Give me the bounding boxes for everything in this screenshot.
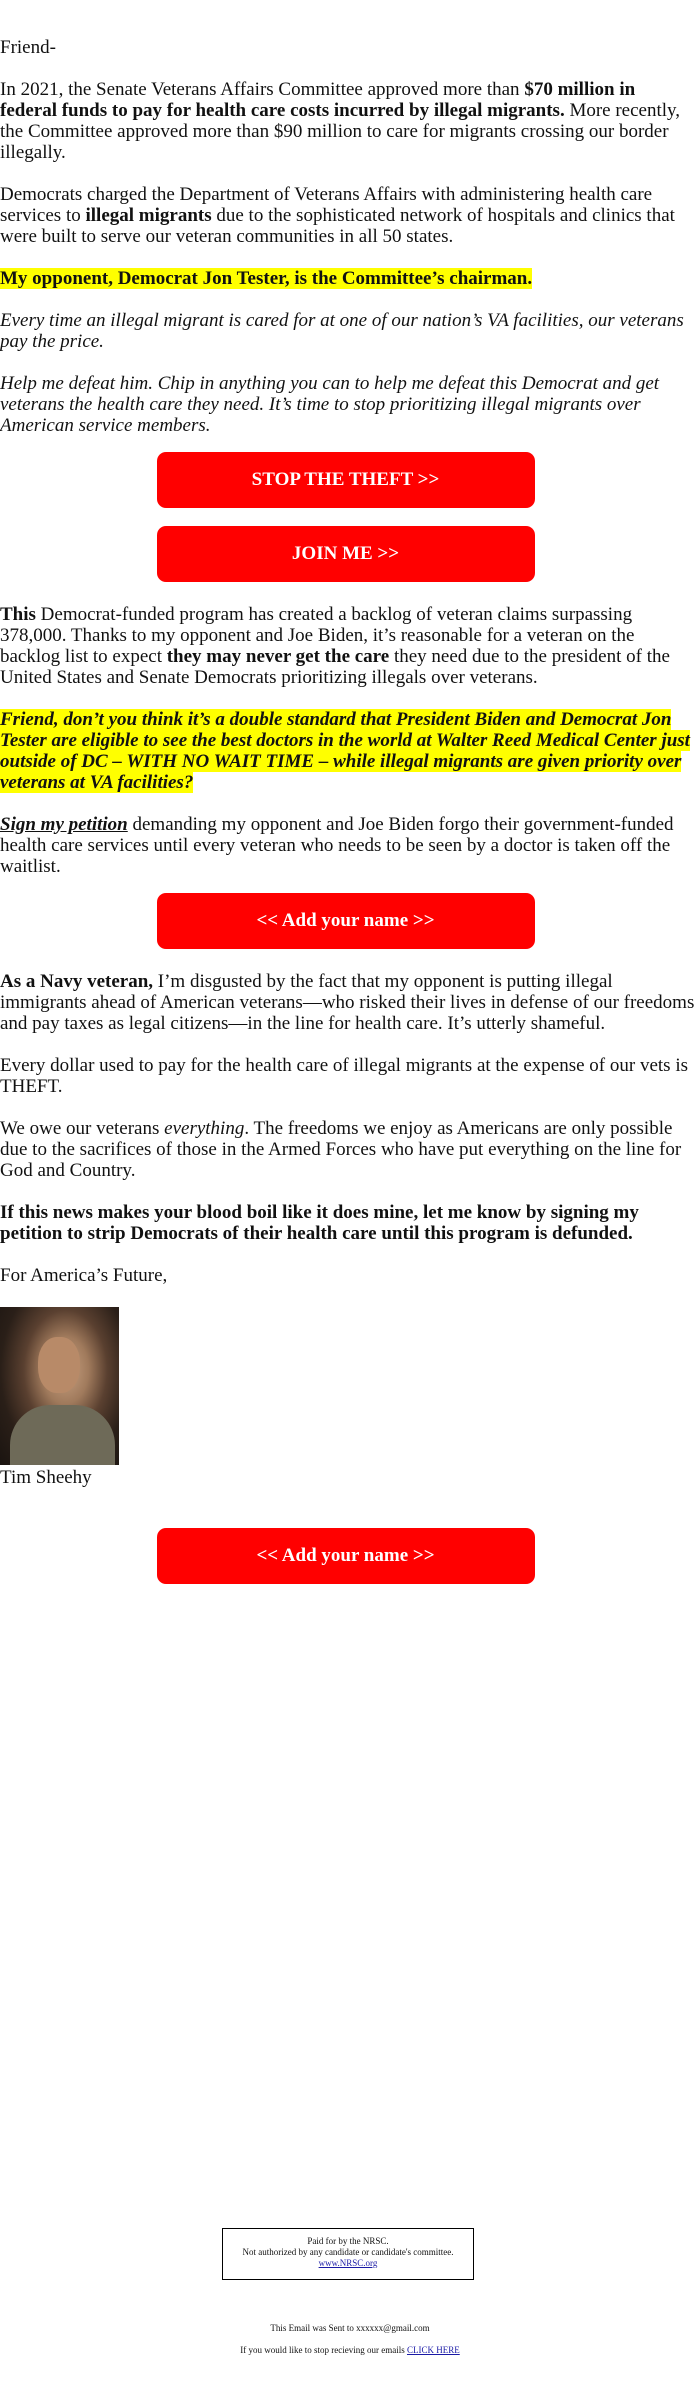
paragraph-defeat: [0, 373, 695, 436]
paragraph-theft: Every dollar used to pay for the health care of illegal migrants at the expense of our vets is THEFT.: [0, 1055, 688, 1097]
cta-group: [0, 885, 695, 971]
text: We owe our veterans: [0, 1118, 165, 1139]
italic-text: Help me defeat him. Chip in anything you can to help me defeat this Democrat and get veterans the health care they need. It’s time to stop prioritizing illegal migrants over American service members.: [0, 373, 660, 436]
paragraph-va: [0, 184, 695, 247]
unsubscribe-link[interactable]: CLICK HERE: [406, 2345, 460, 2355]
italic-text: everything: [164, 1118, 245, 1139]
text: In 2021, the Senate Veterans Affairs Committee approved more than: [0, 79, 525, 100]
join-me-button[interactable]: JOIN ME >>: [157, 526, 535, 582]
paid-for-text: Paid for by the NRSC.: [307, 2236, 389, 2246]
text: . The freedoms we enjoy as Americans are only possible due to the sacrifices of those in the Armed Forces who have put everything on the line for God and Country.: [0, 1118, 682, 1181]
sent-to-text: This Email was Sent to xxxxxx@gmail.com: [270, 2323, 430, 2333]
paragraph-blood-boil: [0, 1202, 695, 1244]
greeting: Friend-: [0, 37, 56, 58]
text: More recently, the Committee approved more than $90 million to care for migrants crossing our border illegally.: [0, 100, 681, 163]
bold-text: If this news makes your blood boil like it does mine, let me know by signing my petition to strip Democrats of their health care until this program is defunded.: [0, 1202, 639, 1244]
paragraph-price: [0, 310, 695, 352]
paragraph-owe: [0, 1118, 695, 1181]
italic-text: Every time an illegal migrant is cared for at one of our nation’s VA facilities, our veterans pay the price.: [0, 310, 684, 352]
bold-text: they may never get the care: [166, 646, 390, 667]
bold-text: $70 million in federal funds to pay for health care costs incurred by illegal migrants.: [0, 79, 636, 121]
text: Democrat-funded program has created a backlog of veteran claims surpassing 378,000. Thanks to my opponent and Joe Biden, it’s reasonable for a veteran on the backlog list to expect: [0, 604, 635, 667]
stop-the-theft-button[interactable]: STOP THE THEFT >>: [157, 452, 535, 508]
disclaimer-box: [222, 2228, 474, 2280]
paragraph-double-standard: [0, 709, 695, 793]
bold-text: This: [0, 604, 36, 625]
text: Democrats charged the Department of Veterans Affairs with administering health care services to: [0, 184, 653, 226]
signature-name: Tim Sheehy: [0, 1467, 92, 1488]
paragraph-backlog: [0, 604, 695, 688]
nrsc-website-link[interactable]: www.NRSC.org: [318, 2258, 378, 2268]
text: demanding my opponent and Joe Biden forgo their government-funded health care services until every veteran who needs to be seen by a doctor is taken off the waitlist.: [0, 814, 674, 877]
highlighted-text: Friend, don’t you think it’s a double standard that President Biden and Democrat Jon Tester are eligible to see the best doctors in the world at Walter Reed Medical Center just outside of DC – WITH NO WAIT TIME – while illegal migrants are given priority over veterans at VA facilities?: [0, 709, 690, 793]
text: I’m disgusted by the fact that my opponent is putting illegal immigrants ahead of American veterans—who risked their lives in defense of our freedoms and pay taxes as legal citizens—in the line for health care. It’s utterly shameful.: [0, 971, 695, 1034]
email-body: [0, 37, 695, 1602]
paragraph-chairman: [0, 268, 695, 289]
highlighted-text: My opponent, Democrat Jon Tester, is the Committee’s chairman.: [0, 268, 533, 289]
text: they need due to the president of the United States and Senate Democrats prioritizing illegals over veterans.: [0, 646, 670, 688]
paragraph-funding: [0, 79, 695, 163]
signer-photo: [0, 1307, 119, 1465]
paragraph-navy: [0, 971, 695, 1034]
add-your-name-button[interactable]: << Add your name >>: [157, 893, 535, 949]
cta-group: [0, 444, 695, 604]
sign-petition-link[interactable]: Sign my petition: [0, 814, 128, 835]
paragraph-petition: [0, 814, 695, 877]
bold-text: As a Navy veteran,: [0, 971, 154, 992]
bold-text: illegal migrants: [85, 205, 212, 226]
unsubscribe-line: [0, 2340, 700, 2361]
unsubscribe-text: If you would like to stop recieving our emails: [240, 2345, 407, 2355]
text: due to the sophisticated network of hospitals and clinics that were built to serve our veteran communities in all 50 states.: [0, 205, 675, 247]
closing: For America’s Future,: [0, 1265, 168, 1286]
not-authorized-text: Not authorized by any candidate or candidate's committee.: [242, 2247, 454, 2257]
add-your-name-button-bottom[interactable]: << Add your name >>: [157, 1528, 535, 1584]
